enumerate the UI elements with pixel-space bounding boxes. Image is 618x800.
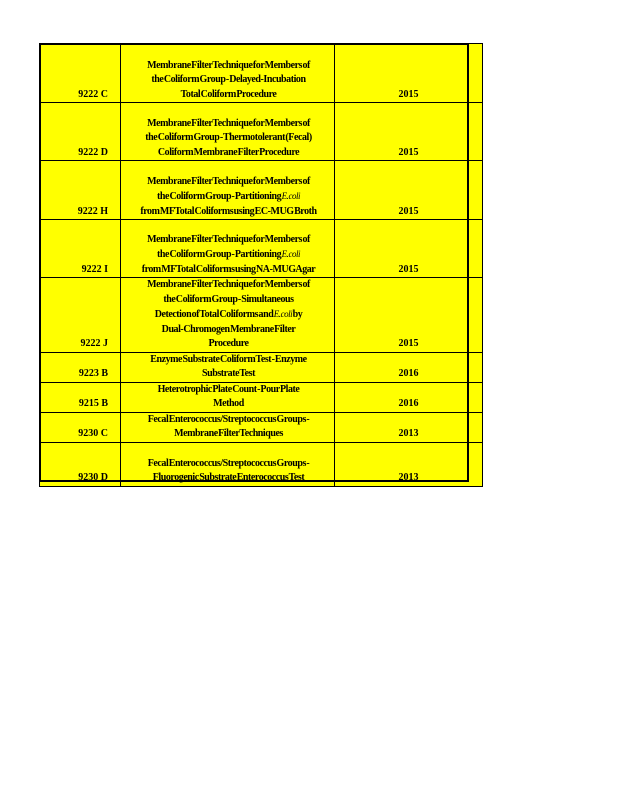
description-line [125, 307, 332, 323]
description-line [125, 131, 332, 146]
method-year-cell: 2015 [335, 44, 483, 103]
description-text: Fluorogenic Substrate Enterococcus Test [152, 472, 305, 483]
description-text: Membrane Filter Technique for Members of [147, 59, 310, 71]
description-line [125, 233, 332, 248]
description-text: Dual-Chromogen Membrane Filter [161, 323, 296, 335]
description-line [125, 59, 332, 74]
organism-name: E. coli [281, 191, 300, 201]
method-description-cell [121, 103, 335, 161]
description-line [125, 367, 332, 382]
description-text: Procedure [208, 338, 249, 349]
method-description-cell [121, 220, 335, 278]
method-number-cell: 9230 D [40, 442, 121, 486]
method-description-cell [121, 44, 335, 103]
organism-name: E. coli [273, 309, 293, 319]
description-line [125, 383, 332, 398]
description-line [125, 278, 332, 293]
table-row [40, 44, 483, 103]
table-row [40, 382, 483, 412]
description-line [125, 205, 332, 220]
description-text: the Coliform Group - Simultaneous [163, 293, 294, 305]
method-number-cell: 9222 D [40, 103, 121, 161]
description-line [125, 189, 332, 205]
description-text: Coliform Membrane Filter Procedure [157, 146, 300, 158]
method-year-cell: 2015 [335, 161, 483, 220]
method-year-cell: 2015 [335, 278, 483, 353]
description-line [125, 293, 332, 308]
description-line [125, 427, 332, 442]
description-line [125, 413, 332, 428]
description-text: Membrane Filter Technique for Members of [147, 279, 310, 290]
method-description-cell [121, 161, 335, 220]
description-text: Enzyme Substrate Coliform Test - Enzyme [150, 353, 307, 365]
description-text: the Coliform Group - Partitioning [157, 191, 282, 202]
table-row [40, 278, 483, 353]
description-line [125, 457, 332, 472]
table-row [40, 161, 483, 220]
description-text: Substrate Test [202, 368, 255, 379]
description-line [125, 146, 332, 161]
description-text: from MF Total Coliforms using EC-MUG Broth [140, 205, 317, 217]
description-line [125, 323, 332, 338]
description-line [125, 117, 332, 132]
method-number-cell: 9222 J [40, 278, 121, 353]
method-number-cell: 9222 C [40, 44, 121, 103]
description-text: the Coliform Group - Delayed-Incubation [151, 74, 306, 85]
description-text: Heterotrophic Plate Count - Pour Plate [157, 383, 300, 395]
table-row [40, 352, 483, 382]
description-line [125, 337, 332, 352]
method-number-cell: 9230 C [40, 412, 121, 442]
description-text: the Coliform Group - Partitioning [157, 249, 282, 260]
method-description-cell [121, 442, 335, 486]
description-line [125, 73, 332, 88]
description-line [125, 88, 332, 103]
method-year-cell: 2013 [335, 412, 483, 442]
description-line [125, 397, 332, 412]
table-row [40, 412, 483, 442]
table-row [40, 220, 483, 278]
description-text: by [292, 309, 303, 320]
method-description-cell [121, 278, 335, 353]
description-text: Membrane Filter Techniques [174, 428, 283, 439]
description-text: Detection of Total Coliforms and [154, 309, 274, 320]
method-number-cell: 9223 B [40, 352, 121, 382]
description-text: Fecal Enterococcus/Streptococcus Groups - [147, 457, 310, 469]
description-text: Fecal Enterococcus/Streptococcus Groups - [147, 413, 310, 425]
description-text: the Coliform Group - Thermotolerant (Fecal) [145, 132, 312, 143]
method-year-cell: 2016 [335, 352, 483, 382]
method-year-cell: 2015 [335, 220, 483, 278]
method-description-cell [121, 382, 335, 412]
methods-table-body [40, 44, 483, 487]
method-number-cell: 9222 H [40, 161, 121, 220]
method-number-cell: 9222 I [40, 220, 121, 278]
method-description-cell [121, 352, 335, 382]
description-line [125, 263, 332, 278]
method-year-cell: 2013 [335, 442, 483, 486]
description-text: Membrane Filter Technique for Members of [147, 117, 310, 129]
description-text: Total Coliform Procedure [180, 88, 277, 100]
description-text: Method [213, 398, 244, 409]
description-line [125, 471, 332, 486]
method-description-cell [121, 412, 335, 442]
description-text: Membrane Filter Technique for Members of [147, 175, 310, 187]
description-text: from MF Total Coliforms using NA-MUG Agar [141, 263, 316, 275]
table-row [40, 103, 483, 161]
description-line [125, 247, 332, 263]
description-line [125, 175, 332, 190]
method-number-cell: 9215 B [40, 382, 121, 412]
method-year-cell: 2015 [335, 103, 483, 161]
table-row [40, 442, 483, 486]
method-year-cell: 2016 [335, 382, 483, 412]
description-line [125, 353, 332, 368]
methods-table [39, 43, 483, 487]
description-text: Membrane Filter Technique for Members of [147, 233, 310, 245]
organism-name: E. coli [281, 249, 300, 259]
